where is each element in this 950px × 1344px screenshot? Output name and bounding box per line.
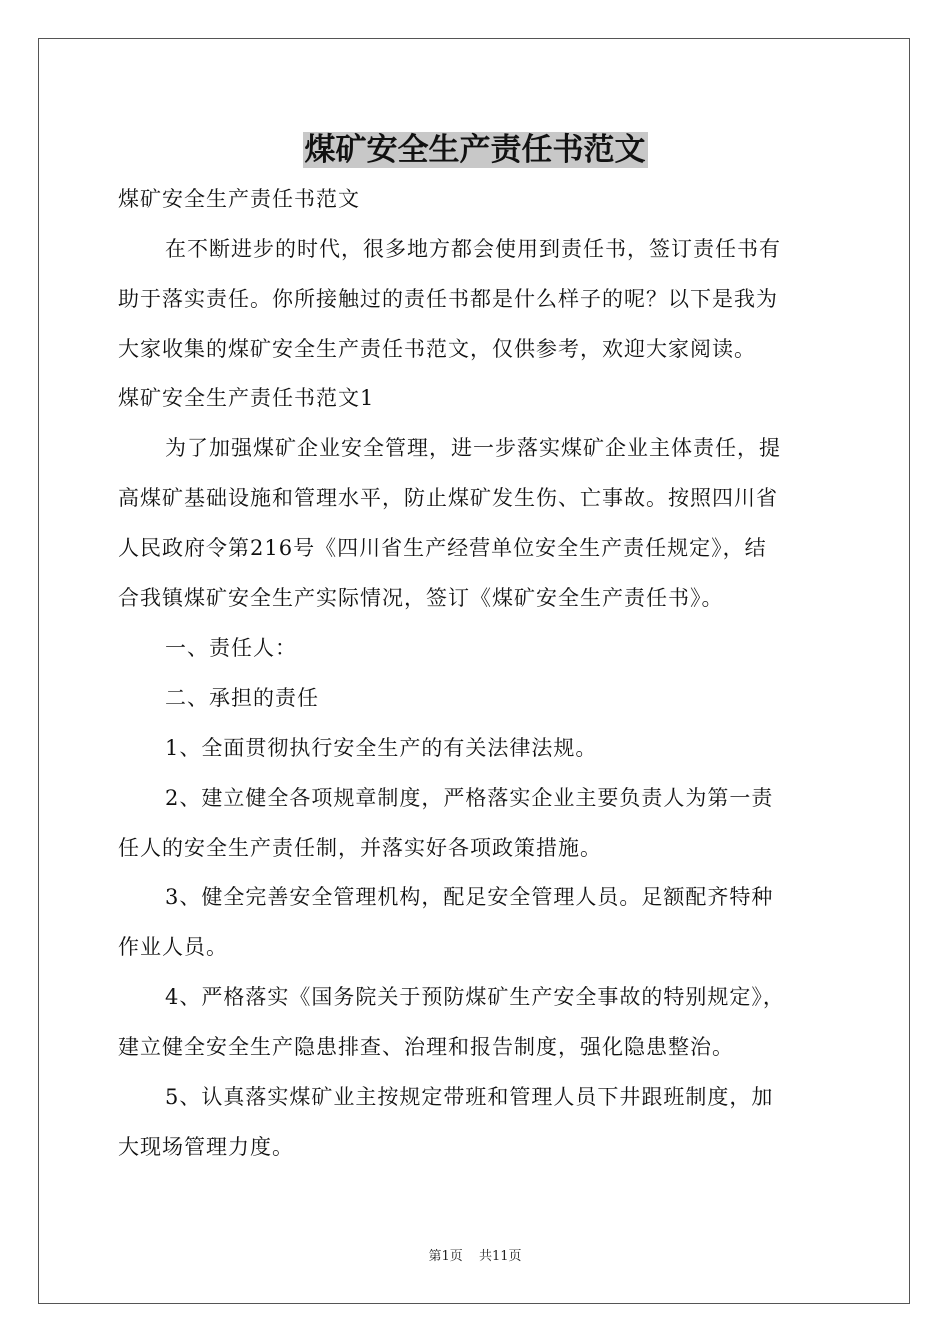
section-heading: 煤矿安全生产责任书范文1 <box>118 386 375 410</box>
body-line-4: 合我镇煤矿安全生产实际情况，签订《煤矿安全生产责任书》。 <box>118 586 724 610</box>
document-title-text: 煤矿安全生产责任书范文 <box>304 132 646 168</box>
body-line-2: 高煤矿基础设施和管理水平，防止煤矿发生伤、亡事故。按照四川省 <box>118 486 778 510</box>
clause-5-line-1: 5、认真落实煤矿业主按规定带班和管理人员下井跟班制度，加 <box>165 1085 774 1109</box>
clause-4-line-1: 4、严格落实《国务院关于预防煤矿生产安全事故的特别规定》， <box>165 985 785 1009</box>
clause-3-line-2: 作业人员。 <box>118 935 228 959</box>
intro-line-1: 在不断进步的时代，很多地方都会使用到责任书，签订责任书有 <box>165 237 781 261</box>
page-total: 共11页 <box>478 1249 522 1264</box>
subtitle-line: 煤矿安全生产责任书范文 <box>118 187 360 211</box>
page-footer <box>0 1248 950 1266</box>
item-responsible-person: 一、责任人： <box>165 636 297 660</box>
intro-line-3: 大家收集的煤矿安全生产责任书范文，仅供参考，欢迎大家阅读。 <box>118 337 756 361</box>
clause-4-line-2: 建立健全安全生产隐患排查、治理和报告制度，强化隐患整治。 <box>118 1035 734 1059</box>
item-responsibilities: 二、承担的责任 <box>165 686 319 710</box>
clause-5-line-2: 大现场管理力度。 <box>118 1135 294 1159</box>
body-line-3: 人民政府令第216号《四川省生产经营单位安全生产责任规定》，结 <box>118 536 767 560</box>
intro-line-2: 助于落实责任。你所接触过的责任书都是什么样子的呢？以下是我为 <box>118 287 778 311</box>
clause-1-line-1: 1、全面贯彻执行安全生产的有关法律法规。 <box>165 736 598 760</box>
clause-2-line-1: 2、建立健全各项规章制度，严格落实企业主要负责人为第一责 <box>165 786 774 810</box>
page-number: 第1页 <box>428 1249 463 1264</box>
document-title <box>0 128 950 172</box>
clause-2-line-2: 任人的安全生产责任制，并落实好各项政策措施。 <box>118 836 602 860</box>
clause-3-line-1: 3、健全完善安全管理机构，配足安全管理人员。足额配齐特种 <box>165 885 774 909</box>
page-border <box>38 38 910 1304</box>
body-line-1: 为了加强煤矿企业安全管理，进一步落实煤矿企业主体责任，提 <box>165 436 781 460</box>
